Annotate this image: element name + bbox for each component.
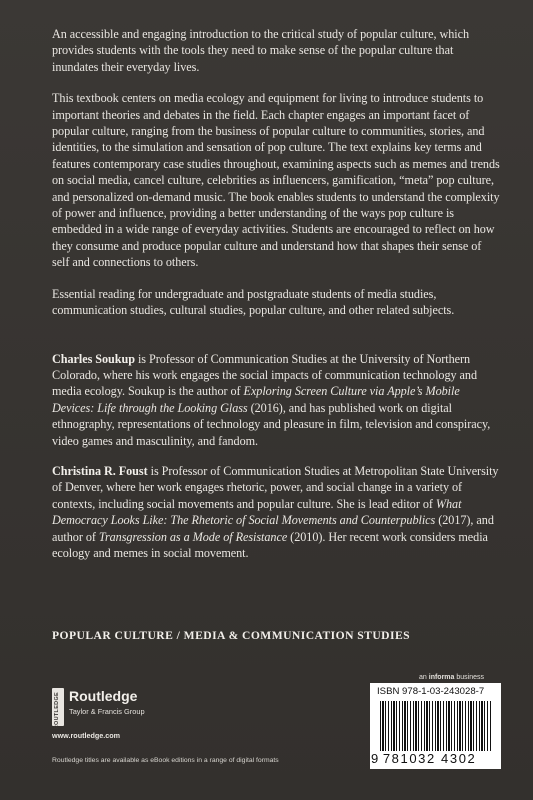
- publisher-website: www.routledge.com: [52, 731, 121, 740]
- informa-suffix: business: [454, 674, 484, 681]
- isbn-barcode-box: [370, 683, 501, 769]
- book-title: What Democracy Looks Like: The Rhetoric of Social Movements and Counterpublics: [52, 496, 462, 528]
- author-bio-foust: [52, 463, 500, 561]
- bio-text: (2016), and has published work on digital ethnography, representations of technology and pleasure in film, television and conspiracy, video games and masculinity, and fandom.: [52, 400, 491, 448]
- bio-text: is Professor of Communication Studies at Metropolitan State University of Denver, where her work engages rhetoric, power, and social change in a variety of contexts, including social movements and popular culture. She is lead editor of: [52, 463, 499, 511]
- barcode-icon: [380, 701, 491, 751]
- book-title: Exploring Screen Culture via Apple’s Mobile Devices: Life through the Looking Glass: [52, 384, 460, 415]
- routledge-logo: [52, 688, 192, 728]
- informa-business-label: [419, 674, 484, 681]
- barcode-rest-digits: 781032 4302: [382, 751, 477, 766]
- barcode-first-digit: 9: [371, 751, 380, 766]
- subject-category: POPULAR CULTURE / MEDIA & COMMUNICATION STUDIES: [52, 629, 411, 642]
- bio-text: is Professor of Communication Studies at the University of Northern Colorado, where his work engages the social impacts of communication technology and media ecology. Soukup is the author of: [52, 351, 478, 399]
- book-title: Transgression as a Mode of Resistance: [98, 529, 288, 544]
- author-name: Christina R. Foust: [52, 463, 148, 478]
- publisher-tagline: Taylor & Francis Group: [69, 707, 145, 716]
- author-name: Charles Soukup: [52, 351, 135, 366]
- logo-mark-text: ROUTLEDGE: [54, 692, 60, 730]
- description-paragraph-1: An accessible and engaging introduction to the critical study of popular culture, which provides students with the tools they need to make sense of the popular culture that inundates their everyday lives.: [52, 27, 470, 74]
- description-paragraph-3: Essential reading for undergraduate and postgraduate students of media studies, communication studies, cultural studies, popular culture, and other related subjects.: [52, 286, 455, 318]
- informa-prefix: an: [419, 674, 429, 681]
- informa-brand: informa: [428, 674, 455, 681]
- barcode-digits: [371, 751, 499, 766]
- isbn-label: ISBN 978-1-03-243028-7: [377, 686, 485, 697]
- bio-text: (2010). Her recent work considers media ecology and memes in social movement.: [52, 529, 488, 560]
- bio-text: (2017), and author of: [52, 513, 494, 544]
- routledge-logo-icon: [52, 688, 64, 730]
- author-bio-soukup: [52, 351, 500, 449]
- back-cover-text: [52, 26, 500, 575]
- ebook-footnote: Routledge titles are available as eBook editions in a range of digital formats: [52, 757, 279, 764]
- publisher-name: Routledge: [69, 688, 138, 704]
- description-paragraph-2: This textbook centers on media ecology and equipment for living to introduce students to important theories and debates in the field. Each chapter engages an important facet of popular culture, ranging from the business of popular culture to communities, stories, and identities, to the simulation and sensation of pop culture. The text explains key terms and features contemporary case studies throughout, examining aspects such as memes and trends on social media, cancel culture, celebrities as influencers, gamification, “meta” pop culture, and personalized on-demand music. The book enables students to understand the complexity of power and influence, providing a better understanding of the ways pop culture is embedded in a wide range of everyday activities. Students are encouraged to reflect on how they consume and produce popular culture and understand how that shapes their sense of self and connections to others.: [52, 91, 500, 270]
